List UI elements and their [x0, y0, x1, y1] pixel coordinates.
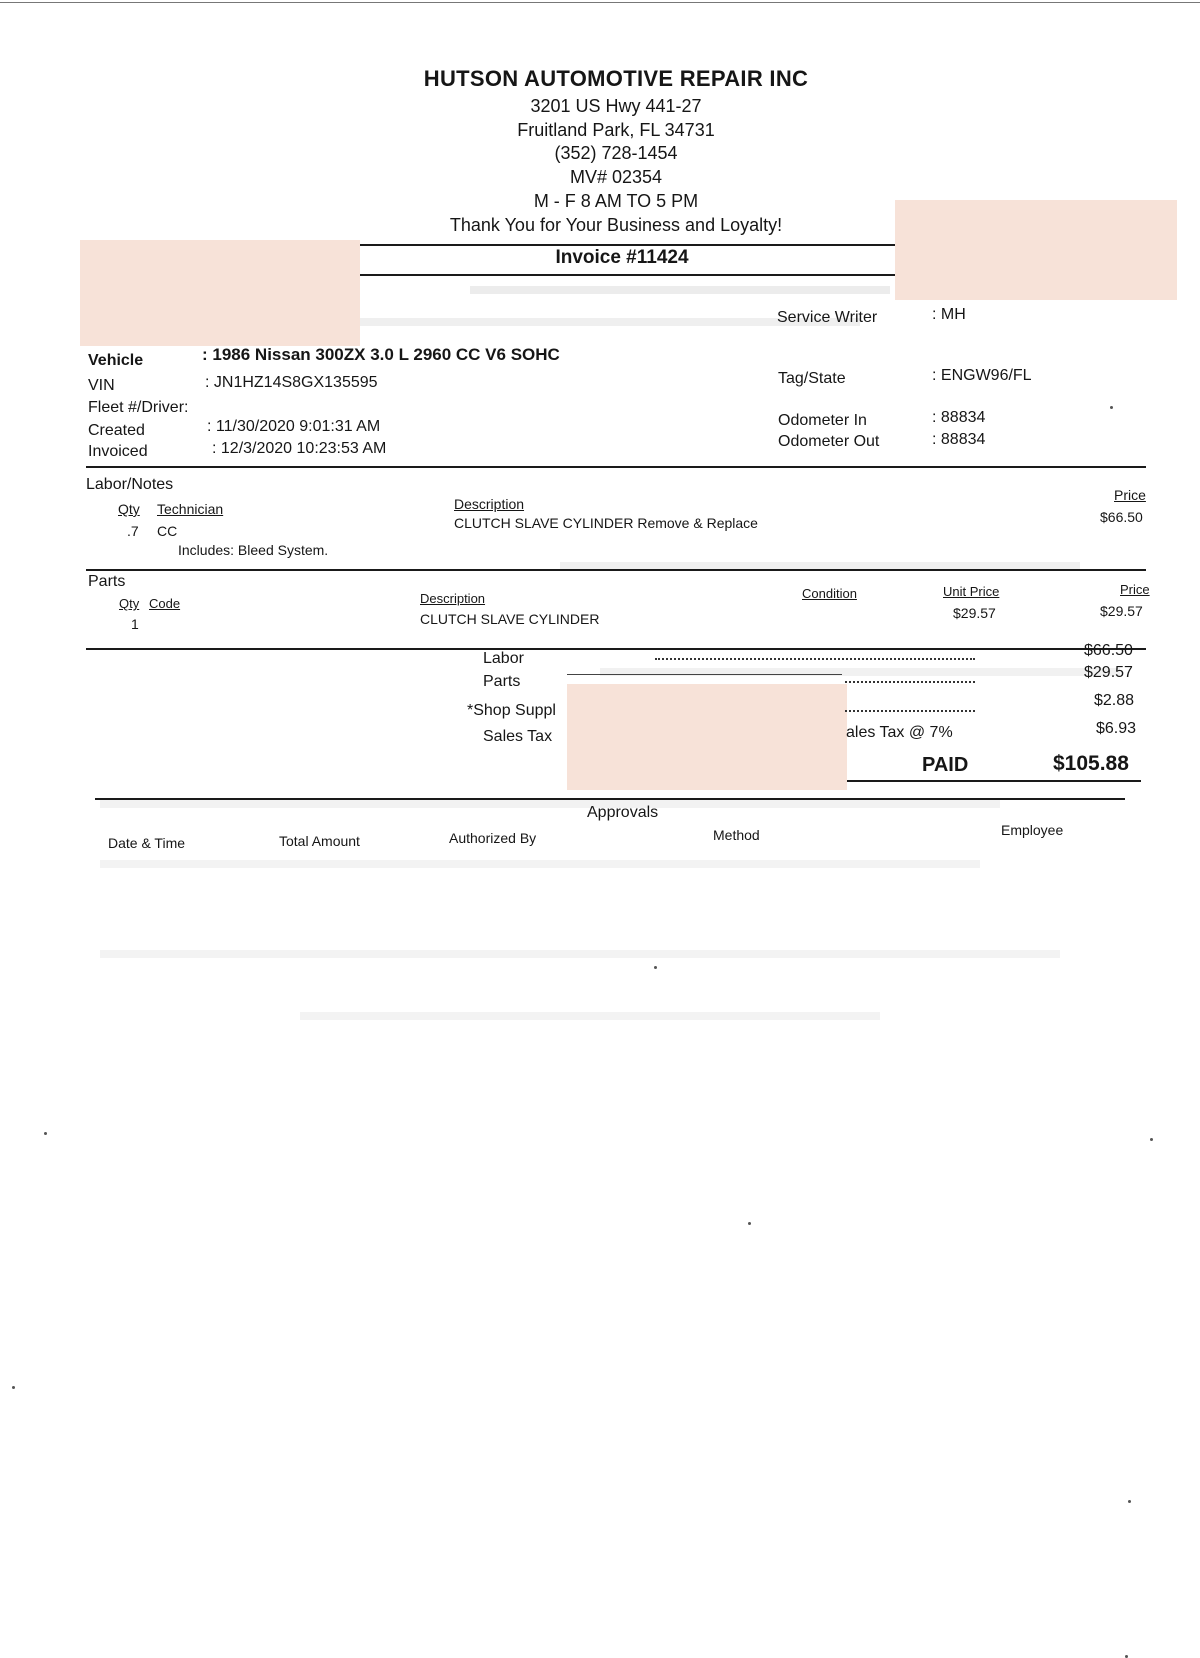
tag-state-value: : ENGW96/FL [932, 367, 1032, 384]
totals-parts-label: Parts [483, 673, 521, 690]
bleed-through-line [100, 800, 1000, 808]
approvals-date-time: Date & Time [108, 835, 186, 851]
approvals-employee: Employee [1001, 822, 1064, 838]
totals-parts-rule [567, 674, 842, 675]
parts-qty: 1 [131, 616, 139, 632]
scan-speck [1110, 406, 1113, 409]
scan-edge [0, 2, 1200, 3]
scan-speck [654, 966, 657, 969]
business-address-line1: 3201 US Hwy 441-27 [530, 96, 702, 116]
labor-technician: CC [157, 523, 178, 539]
totals-parts-value: $29.57 [1084, 664, 1133, 681]
service-writer-label: Service Writer [777, 309, 878, 326]
totals-shop-supplies-value: $2.88 [1094, 692, 1135, 709]
tag-state-label: Tag/State [778, 370, 846, 387]
business-address-line2: Fruitland Park, FL 34731 [517, 120, 715, 140]
bleed-through-line [100, 950, 1060, 958]
redacted-contact-info [895, 200, 1177, 300]
scan-speck [1150, 1138, 1153, 1141]
totals-sales-tax-rate: ales Tax @ 7% [846, 724, 953, 741]
invoiced-value: : 12/3/2020 10:23:53 AM [212, 440, 387, 457]
parts-code-header: Code [149, 596, 181, 611]
odometer-in-label: Odometer In [778, 412, 867, 429]
labor-qty-header: Qty [118, 501, 140, 517]
business-hours: M - F 8 AM TO 5 PM [533, 191, 699, 211]
bleed-through-line [300, 1012, 880, 1020]
parts-description: CLUTCH SLAVE CYLINDER [420, 611, 600, 627]
service-writer-value: : MH [932, 306, 966, 323]
totals-labor-label: Labor [483, 650, 524, 667]
labor-description: CLUTCH SLAVE CYLINDER Remove & Replace [454, 515, 758, 531]
invoiced-label: Invoiced [88, 443, 148, 460]
bleed-through-line [470, 286, 890, 294]
business-mv-number: MV# 02354 [569, 167, 663, 187]
odometer-out-label: Odometer Out [778, 433, 880, 450]
created-label: Created [88, 422, 145, 439]
invoice-rule [360, 274, 900, 276]
fleet-driver-label: Fleet #/Driver: [88, 399, 189, 416]
labor-description-header: Description [454, 496, 525, 512]
scan-speck [12, 1386, 15, 1389]
totals-parts-leader [845, 681, 975, 683]
labor-price: $66.50 [1100, 509, 1143, 525]
totals-sales-tax-value: $6.93 [1096, 720, 1137, 737]
paid-label: PAID [922, 754, 969, 776]
odometer-out-value: : 88834 [932, 431, 986, 448]
paid-total: $105.88 [1053, 752, 1129, 775]
approvals-title: Approvals [587, 804, 659, 821]
business-name: HUTSON AUTOMOTIVE REPAIR INC [423, 66, 809, 91]
vehicle-description: : 1986 Nissan 300ZX 3.0 L 2960 CC V6 SOHC [202, 345, 560, 364]
parts-section-label: Parts [88, 573, 126, 590]
parts-unit-price: $29.57 [953, 605, 996, 621]
redacted-shop-supply-detail [567, 684, 847, 790]
approvals-total-amount: Total Amount [279, 833, 360, 849]
parts-unit-price-header: Unit Price [943, 584, 1000, 599]
scan-speck [44, 1132, 47, 1135]
labor-qty: .7 [127, 523, 139, 539]
labor-technician-header: Technician [157, 501, 224, 517]
approvals-top-rule [95, 798, 1125, 800]
scan-speck [1128, 1500, 1131, 1503]
parts-qty-header: Qty [119, 596, 140, 611]
approvals-method: Method [713, 827, 760, 843]
parts-description-header: Description [420, 591, 486, 606]
vin-label: VIN [88, 377, 115, 394]
approvals-authorized-by: Authorized By [449, 830, 537, 846]
created-value: : 11/30/2020 9:01:31 AM [207, 418, 381, 435]
totals-shop-leader [845, 710, 975, 712]
redacted-customer-info [80, 240, 360, 346]
header-rule [360, 244, 900, 246]
business-phone: (352) 728-1454 [554, 143, 678, 163]
labor-price-header: Price [1114, 487, 1146, 503]
vin-value: : JN1HZ14S8GX135595 [205, 374, 378, 391]
vehicle-label: Vehicle [88, 352, 144, 369]
totals-sales-tax-label: Sales Tax [483, 728, 553, 745]
paid-rule [847, 780, 1141, 782]
labor-rule [86, 569, 1146, 571]
parts-price-header: Price [1120, 582, 1150, 597]
parts-price: $29.57 [1100, 603, 1143, 619]
parts-condition-header: Condition [802, 586, 857, 601]
parts-rule [86, 648, 1146, 650]
labor-section-label: Labor/Notes [86, 476, 174, 493]
totals-labor-value: $66.50 [1084, 642, 1133, 659]
labor-note: Includes: Bleed System. [178, 542, 329, 558]
odometer-in-value: : 88834 [932, 409, 986, 426]
totals-shop-supplies-label: *Shop Suppl [467, 702, 556, 719]
scan-speck [748, 1222, 751, 1225]
vehicle-rule [86, 466, 1146, 468]
bleed-through-line [100, 860, 980, 868]
totals-labor-leader [655, 658, 975, 660]
thank-you-message: Thank You for Your Business and Loyalty! [449, 215, 783, 235]
bleed-through-line [300, 318, 860, 326]
invoice-number: Invoice #11424 [555, 247, 689, 268]
